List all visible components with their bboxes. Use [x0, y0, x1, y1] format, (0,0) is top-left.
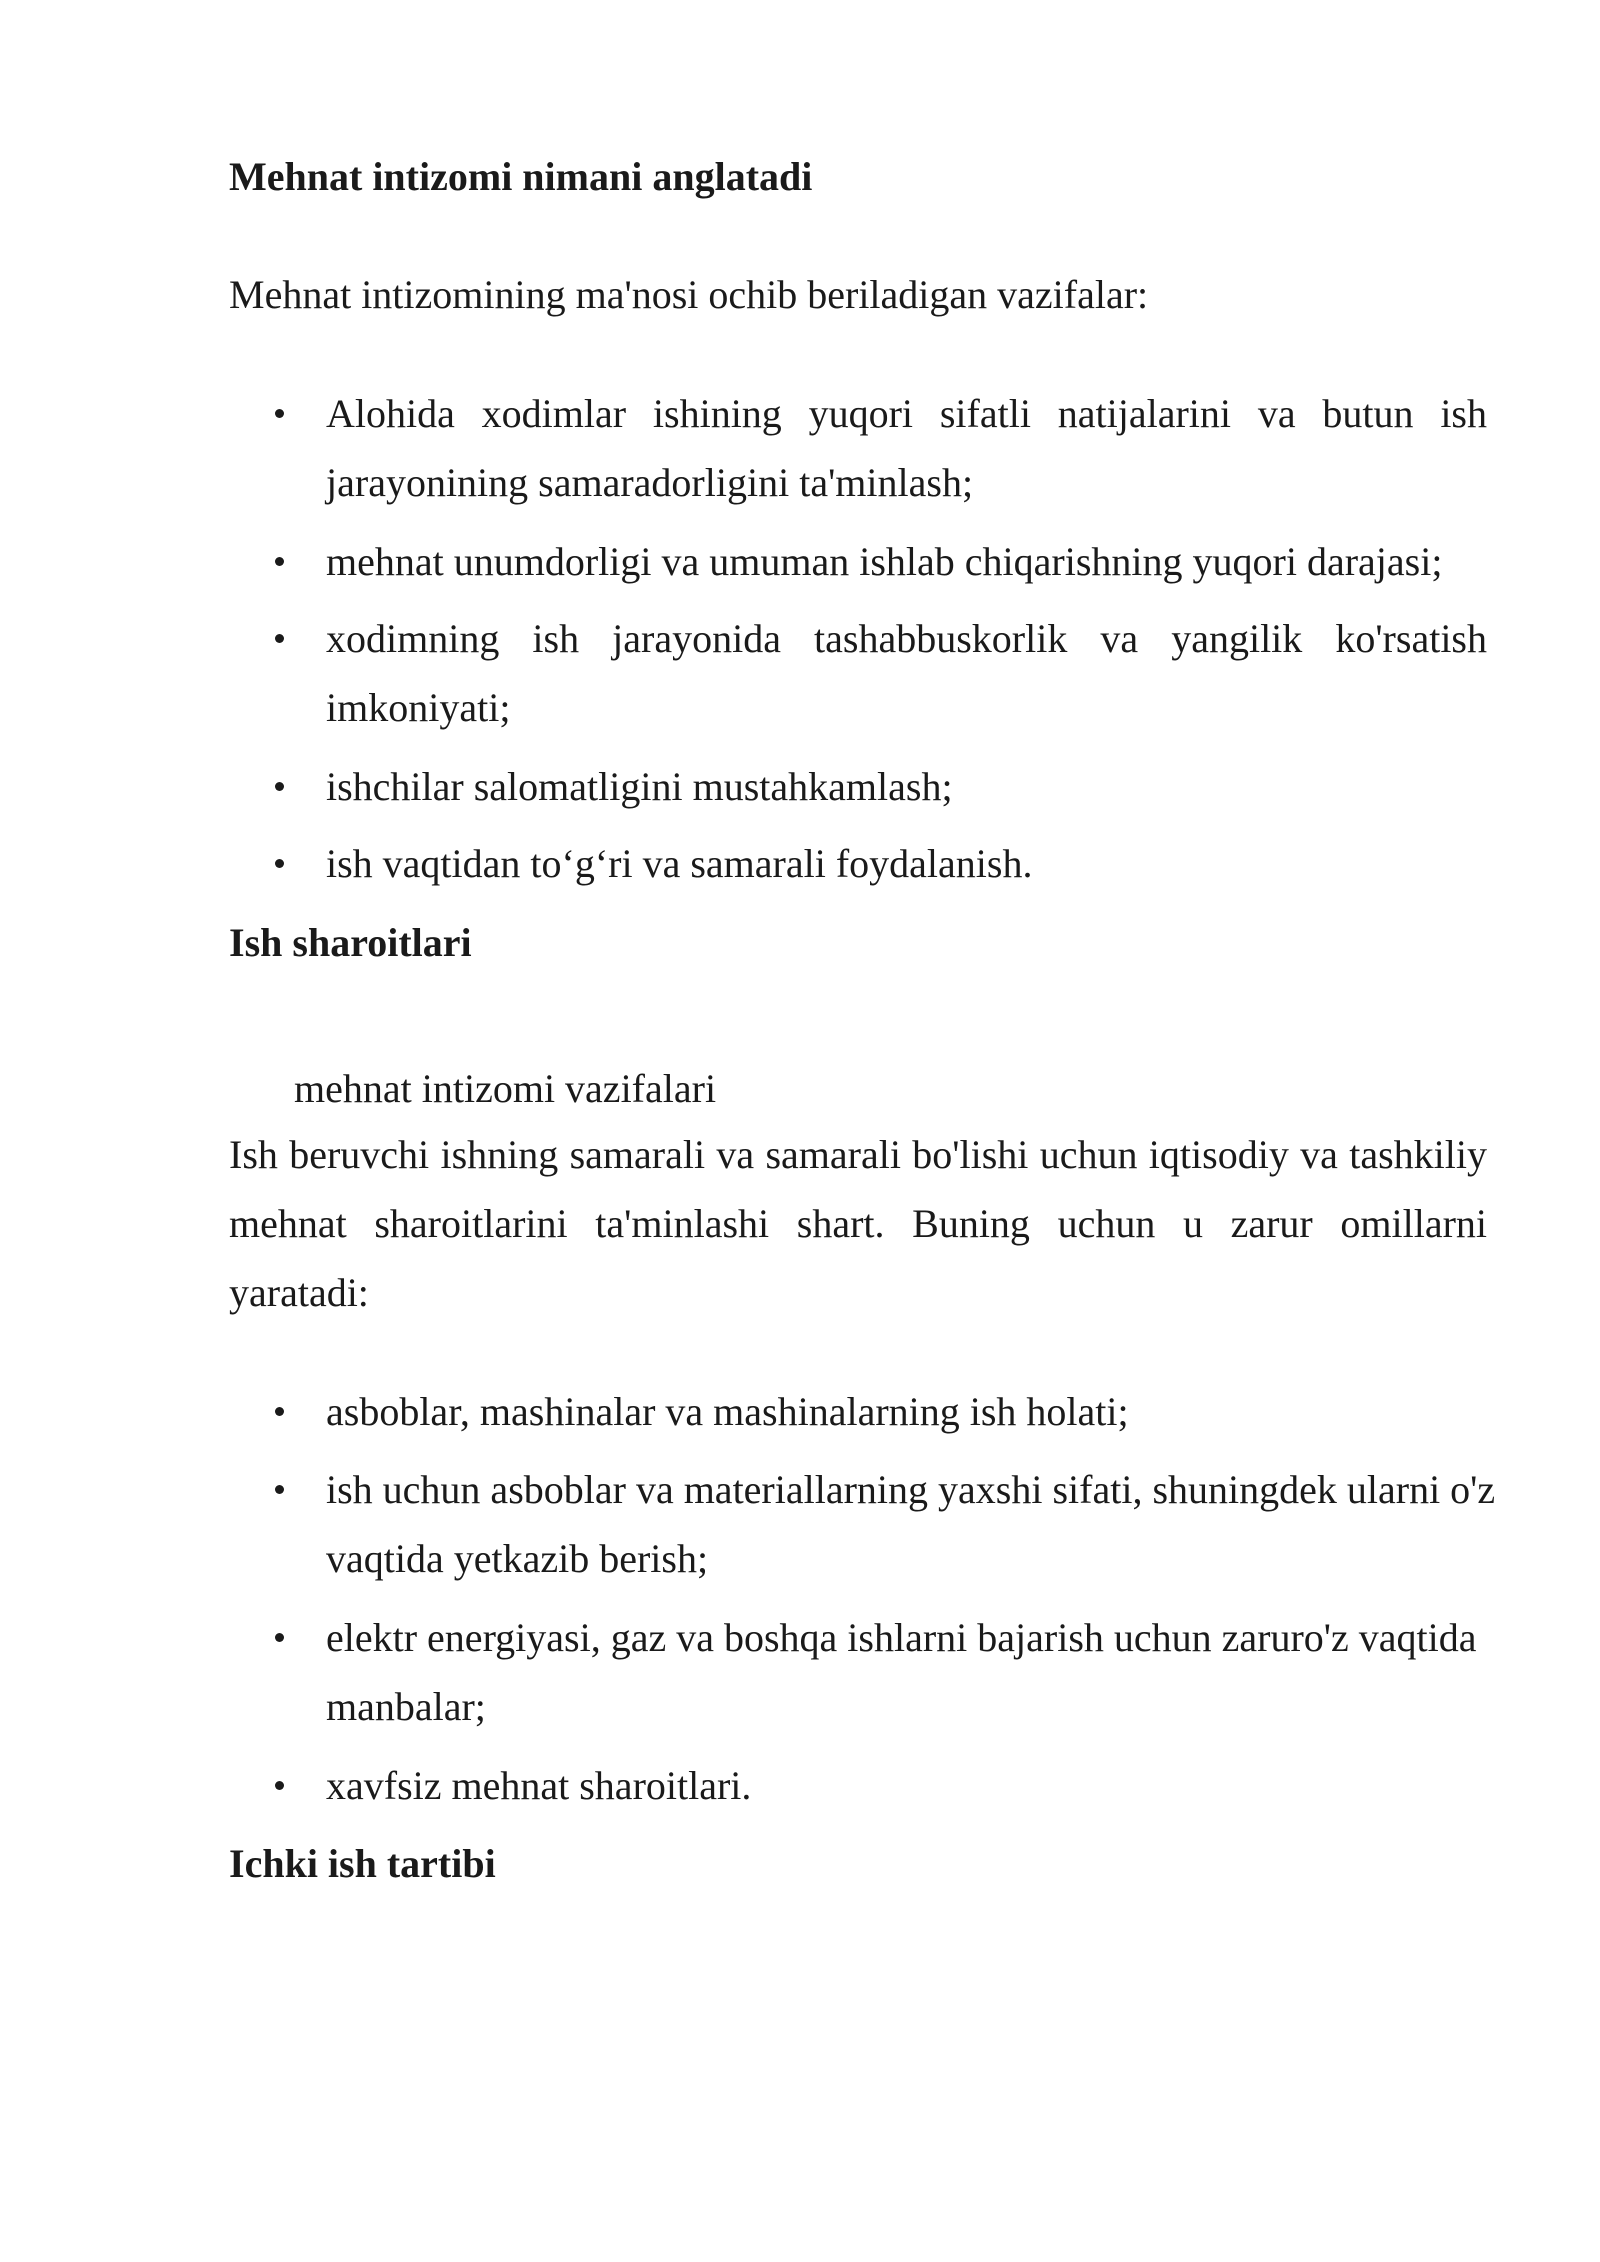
list-item: [229, 527, 1487, 596]
list-item-text: xodimning ish jarayonida tashabbuskorlik va yangilik ko'rsatish imkoniyati;: [326, 616, 1487, 730]
list-item: [229, 604, 1487, 742]
image-caption: mehnat intizomi vazifalari: [294, 1066, 717, 1111]
list-item-text: elektr energiyasi, gaz va boshqa ishlarni bajarish uchun zaruro'z vaqtida manbalar;: [326, 1615, 1477, 1729]
list-item-text: asboblar, mashinalar va mashinalarning ish holati;: [326, 1389, 1129, 1434]
list-item-text: Alohida xodimlar ishining yuqori sifatli natijalarini va butun ish jarayonining samaradorligini ta'minlash;: [326, 391, 1487, 505]
list-item: [229, 1603, 1487, 1741]
heading-work-conditions: Ish sharoitlari: [229, 920, 472, 965]
list-item-text: mehnat unumdorligi va umuman ishlab chiqarishning yuqori darajasi;: [326, 539, 1443, 584]
bullet-icon: [275, 1485, 284, 1494]
bullet-icon: [275, 1407, 284, 1416]
bullet-icon: [275, 409, 284, 418]
bullet-icon: [275, 782, 284, 791]
list-item: [229, 1377, 1487, 1446]
list-item-text: xavfsiz mehnat sharoitlari.: [326, 1763, 752, 1808]
list-item: [229, 379, 1487, 517]
intro-paragraph: Mehnat intizomining ma'nosi ochib beriladigan vazifalar:: [229, 272, 1149, 317]
list-item-text: ishchilar salomatligini mustahkamlash;: [326, 764, 953, 809]
list-item: [229, 1751, 1487, 1820]
heading-labor-discipline: Mehnat intizomi nimani anglatadi: [229, 154, 813, 199]
list-item: [229, 1455, 1496, 1593]
list-item-text: ish uchun asboblar va materiallarning yaxshi sifati, shuningdek ularni o'z vaqtida yetkazib berish;: [326, 1467, 1496, 1581]
bullet-icon: [275, 1633, 284, 1642]
list-item: [229, 829, 1487, 898]
bullet-icon: [275, 859, 284, 868]
bullet-icon: [275, 1781, 284, 1790]
heading-internal-rules: Ichki ish tartibi: [229, 1841, 496, 1886]
list-item: [229, 752, 1487, 821]
list-item-text: ish vaqtidan to‘g‘ri va samarali foydalanish.: [326, 841, 1033, 886]
employer-paragraph: Ish beruvchi ishning samarali va samarali bo'lishi uchun iqtisodiy va tashkiliy mehnat sharoitlarini ta'minlashi shart. Buning uchun u zarur omillarni yaratadi:: [229, 1132, 1487, 1315]
bullet-icon: [275, 634, 284, 643]
bullet-icon: [275, 557, 284, 566]
